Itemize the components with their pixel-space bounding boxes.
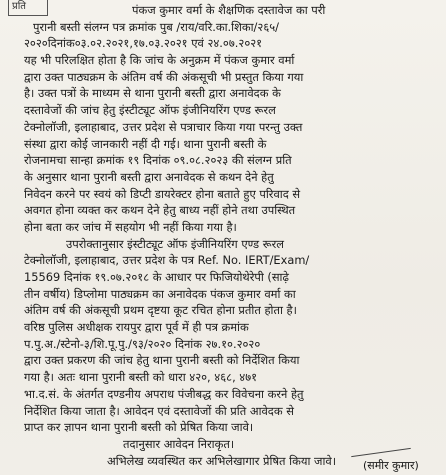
text-line: है। उक्त पत्रों के माध्यम से थाना पुरानी बस्ती द्वारा अनावेदक के [24, 86, 281, 101]
document-body [24, 2, 440, 469]
text-line: दस्तावेजों की जांच हेतु इंस्टीट्यूट ऑफ इंजीनियरिंग एण्ड रूरल [24, 103, 276, 118]
text-line: अभिलेख व्यवस्थित कर अभिलेखागार प्रेषित किया जावे। [107, 453, 337, 468]
text-line: वरिष्ठ पुलिस अधीक्षक रायपुर द्वारा पूर्व में ही पत्र क्रमांक [24, 320, 249, 335]
text-line: भा.द.सं. के अंतर्गत दण्डनीय अपराध पंजीबद्ध कर विवेचना करने हेतु [24, 386, 304, 401]
text-line: २०२०दिनांक०३.०२.२०२१,१७.०३.२०२१ एवं २४.०७.२०२१ [24, 36, 263, 51]
text-line: के अनुसार थाना पुरानी बस्ती द्वारा अनावेदक से कथन देने हेतु [24, 169, 274, 184]
text-line: निर्देशित किया जाता है। आवेदन एवं दस्तावेजों की प्रति आवेदक से [24, 403, 294, 418]
text-line: निवेदन करने पर स्वयं को डिप्टी डायरेक्टर होना बताते हुए परिवाद से [24, 186, 301, 201]
text-line: प्राप्त कर ज्ञापन थाना पुरानी बस्ती को प्रेषित किया जावे। [24, 420, 254, 435]
text-line: अवगत होना व्यक्त कर कथन देने हेतु बाध्य नहीं होने तथा उपस्थित [24, 203, 296, 218]
signature-name: (समीर कुमार) [363, 459, 419, 472]
text-line: गया है। अतः थाना पुरानी बस्ती को धारा ४२०, ४६८, ४७१ [24, 370, 258, 385]
text-line: टेक्नोलॉजी, इलाहाबाद, उत्तर प्रदेश के पत्र Ref. No. IERT/Exam/ [24, 253, 310, 268]
text-line: उपरोक्तानुसार इंस्टीट्यूट ऑफ इंजीनियरिंग एण्ड रूरल [66, 236, 284, 251]
text-line: तदानुसार आवेदन निराकृत। [123, 436, 235, 451]
text-line: द्वारा उक्त प्रकरण की जांच हेतु थाना पुरानी बस्ती को निर्देशित किया [24, 353, 300, 368]
text-line: टेक्नोलॉजी, इलाहाबाद, उत्तर प्रदेश से पत्राचार किया गया परन्तु उक्त [24, 119, 303, 134]
text-line: होना बता कर जांच में सहयोग भी नहीं किया गया है। [24, 219, 237, 234]
text-line: रोजनामचा सान्हा क्रमांक १९ दिनांक ०९.०८.२०२३ की संलग्न प्रति [24, 153, 292, 168]
text-line: तीन वर्षीय) डिप्लोमा पाठ्यक्रम का अनावेदक पंकज कुमार वर्मा का [24, 286, 296, 301]
text-line: 15569 दिनांक १९.०७.२०१८ के आधार पर फिजियोथेरेपी (साढ़े [24, 270, 289, 284]
text-line: पंकज कुमार वर्मा के शैक्षणिक दस्तावेज का परी [132, 3, 326, 17]
text-line: संस्था द्वारा कोई जानकारी नहीं दी गई। थाना पुरानी बस्ती के [24, 136, 267, 151]
text-line: प.पु.अ./स्टेनो-३/शि.पू.पु./९३/२०२० दिनांक २७.१०.२०२० [24, 336, 261, 351]
text-line: द्वारा उक्त पाठ्यक्रम के अंतिम वर्ष की अंकसूची भी प्रस्तुत किया गया [24, 69, 304, 84]
text-line: अंतिम वर्ष की अंकसूची प्रथम दृष्टया कूट रचित होना प्रतीत होता है। [24, 303, 297, 318]
header-fragment: प्रति [8, 0, 48, 16]
text-line: पुरानी बस्ती संलग्न पत्र क्रमांक पुब /राय/वरि.का.शिका/२६५/ [33, 19, 280, 34]
text-line: यह भी परिलक्षित होता है कि जांच के अनुक्रम में पंकज कुमार वर्मा [24, 53, 295, 68]
